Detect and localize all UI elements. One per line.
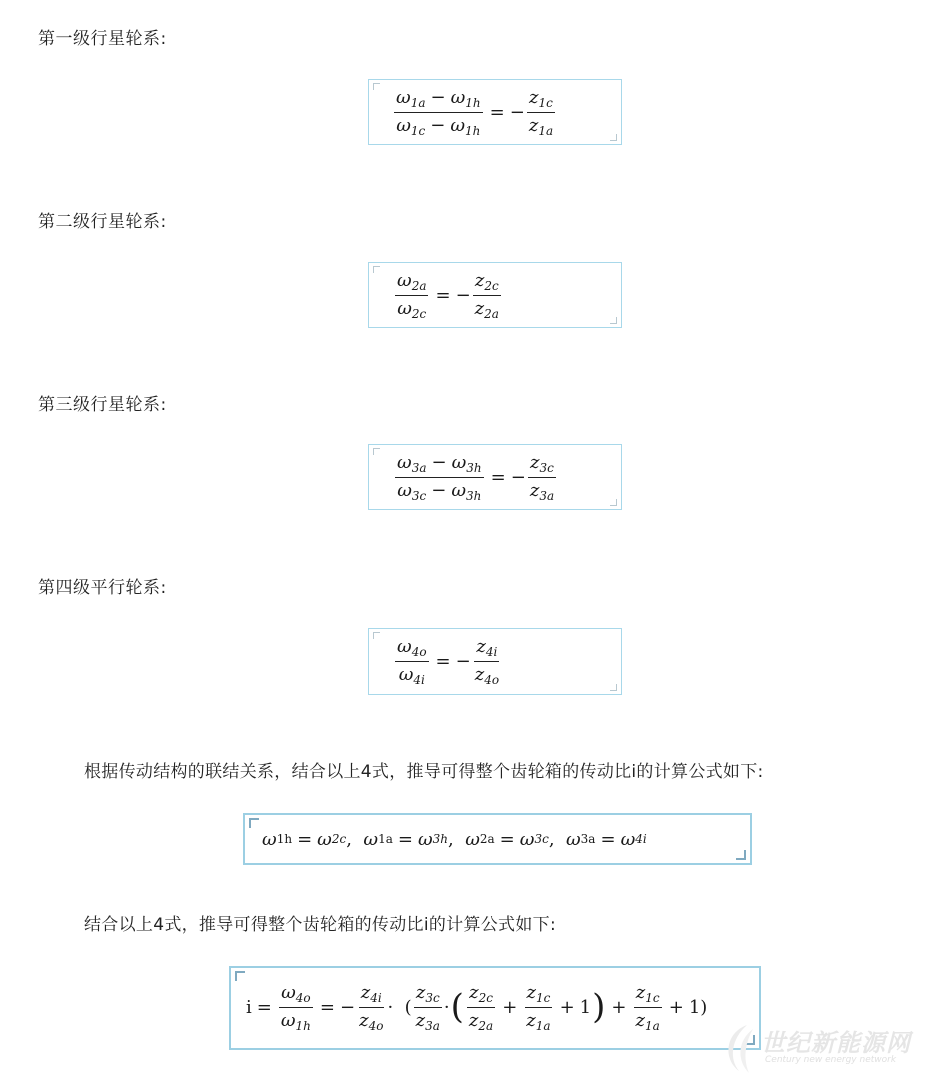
final-formula: i = $\frac{\omega_{4o}}{\omega_{1h}}$ = − $\frac{z_{4i}}{z_{4o}}$ · ( $\frac{z_{3c}}{z_{3a}}$ · ( $\frac{z_{2c}}{z_{2a}}$ + $\frac{z_{1c}}{z_{1a}}$ + 1 ) + $\frac{z_{1c}}{z_{1a}}$ + 1) (246, 981, 708, 1033)
fraction: $\frac{z_{1c}}{z_{1a}}$ (526, 981, 551, 1033)
watermark-logo (717, 1019, 927, 1079)
fraction: $\frac{\omega_{3a} - \omega_{3h}}{\omega_{3c} - \omega_{3h}}$ (397, 451, 482, 503)
formula-3: $\frac{\omega_{3a} - \omega_{3h}}{\omega_{3c} - \omega_{3h}}$ = − $\frac{z_{3c}}{z_{3a}}$ (397, 451, 555, 503)
section-heading-4: 第四级平行轮系: (38, 578, 167, 598)
formula-2: $\frac{\omega_{2a}}{\omega_{2c}}$ = − $\frac{z_{2c}}{z_{2a}}$ (397, 269, 499, 321)
formula-1: $\frac{\omega_{1a} - \omega_{1h}}{\omega_{1c} - \omega_{1h}}$ = − $\frac{z_{1c}}{z_{1a}}$ (396, 86, 554, 138)
watermark-swirl-icon (717, 1019, 763, 1077)
fraction: $\frac{z_{1c}}{z_{1a}}$ (635, 981, 660, 1033)
fraction: $\frac{z_{2c}}{z_{2a}}$ (474, 269, 499, 321)
fraction: $\frac{\omega_{2a}}{\omega_{2c}}$ (397, 269, 427, 321)
paragraph-1: 根据传动结构的联结关系，结合以上4式，推导可得整个齿轮箱的传动比i的计算公式如下: (84, 762, 764, 782)
fraction: $\frac{z_{4i}}{z_{4o}}$ (359, 981, 384, 1033)
fraction: $\frac{z_{3c}}{z_{3a}}$ (529, 451, 555, 503)
fraction: $\frac{z_{1c}}{z_{1a}}$ (528, 86, 554, 138)
formula-4: $\frac{\omega_{4o}}{\omega_{4i}}$ = − $\frac{z_{4i}}{z_{4o}}$ (397, 636, 500, 687)
section-heading-2: 第二级行星轮系: (38, 212, 167, 232)
relation-formula: ω 1h = ω 2c , ω 1a = ω 3h , ω 2a = ω 3c , ω 3a = ω 4i (262, 828, 647, 850)
watermark-title: 世纪新能源网 (761, 1029, 911, 1057)
section-heading-3: 第三级行星轮系: (38, 395, 167, 415)
paragraph-2: 结合以上4式，推导可得整个齿轮箱的传动比i的计算公式如下: (84, 915, 556, 935)
fraction: $\frac{\omega_{4o}}{\omega_{1h}}$ (280, 981, 311, 1033)
fraction: $\frac{z_{3c}}{z_{3a}}$ (415, 981, 440, 1033)
fraction: $\frac{z_{2c}}{z_{2a}}$ (468, 981, 494, 1033)
section-heading-1: 第一级行星轮系: (38, 29, 167, 49)
fraction: $\frac{\omega_{1a} - \omega_{1h}}{\omega_{1c} - \omega_{1h}}$ (396, 86, 481, 138)
fraction: $\frac{z_{4i}}{z_{4o}}$ (474, 636, 500, 687)
watermark-subtitle: Century new energy network (765, 1055, 897, 1065)
fraction: $\frac{\omega_{4o}}{\omega_{4i}}$ (397, 636, 427, 687)
